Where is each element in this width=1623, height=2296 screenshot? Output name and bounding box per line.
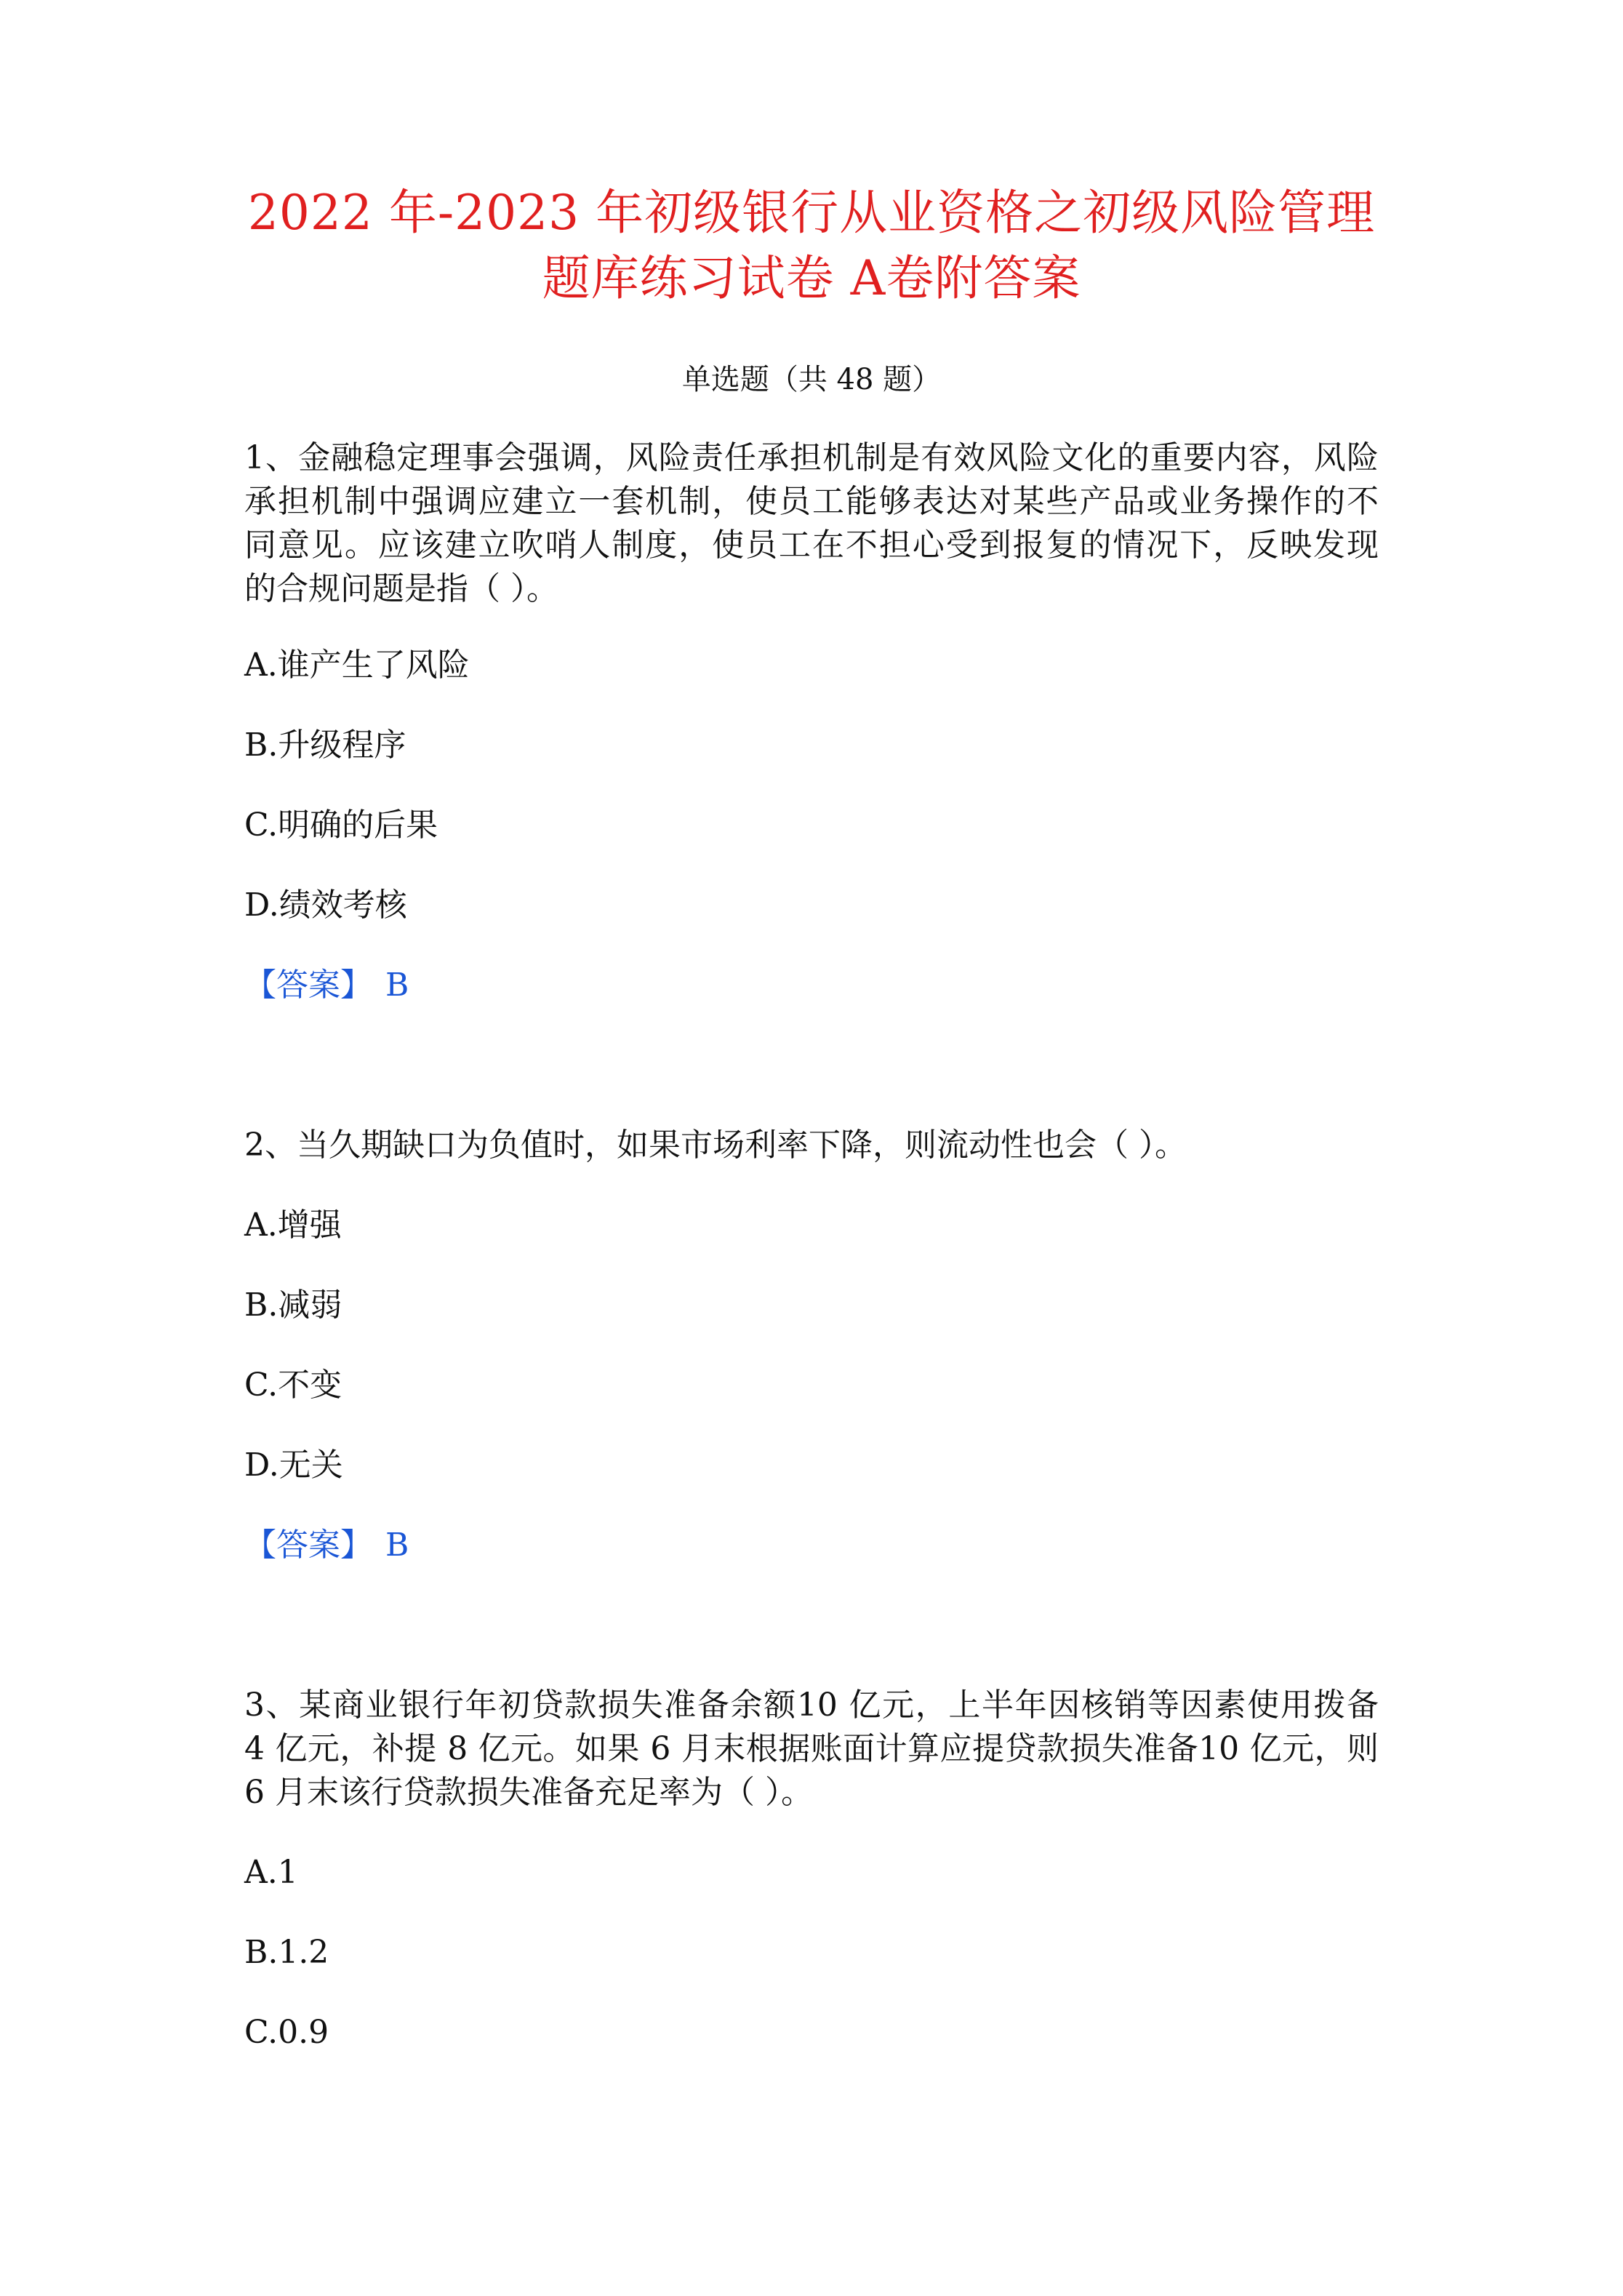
answer-label: 【答案】 [244, 1527, 372, 1564]
question-2-option-c: C.不变 [244, 1367, 342, 1404]
answer-value: B [385, 1527, 409, 1564]
question-2-option-a: A.增强 [244, 1207, 342, 1244]
document-title-line-1: 2022 年-2023 年初级银行从业资格之初级风险管理 [247, 185, 1376, 241]
question-1-option-c: C.明确的后果 [244, 807, 438, 844]
question-1-text-line-3: 同意见。应该建立吹哨人制度，使员工在不担心受到报复的情况下，反映发现 [244, 527, 1379, 564]
answer-value: B [385, 967, 409, 1004]
question-2-answer [244, 1524, 409, 1567]
question-1-option-a: A.谁产生了风险 [244, 647, 470, 684]
answer-label: 【答案】 [244, 967, 372, 1004]
document-title-line-2: 题库练习试卷 A卷附答案 [542, 250, 1081, 306]
question-2-text-line-1: 2、当久期缺口为负值时，如果市场利率下降，则流动性也会（ ）。 [244, 1127, 1187, 1164]
question-3-text-line-3: 6 月末该行贷款损失准备充足率为（ ）。 [244, 1774, 813, 1811]
question-2-option-b: B.减弱 [244, 1287, 342, 1324]
question-1-answer [244, 964, 409, 1007]
question-3-text-line-1: 3、某商业银行年初贷款损失准备余额10 亿元，上半年因核销等因素使用拨备 [244, 1687, 1379, 1724]
question-1-option-d: D.绩效考核 [244, 887, 407, 924]
question-3-text-line-2: 4 亿元，补提 8 亿元。如果 6 月末根据账面计算应提贷款损失准备10 亿元，则 [244, 1730, 1379, 1767]
section-header: 单选题（共 48 题） [681, 363, 942, 396]
question-1-option-b: B.升级程序 [244, 727, 406, 764]
question-1-text-line-1: 1、金融稳定理事会强调，风险责任承担机制是有效风险文化的重要内容，风险 [244, 439, 1379, 476]
question-2-option-d: D.无关 [244, 1447, 343, 1484]
question-3-option-a: A.1 [244, 1854, 298, 1891]
question-1-text-line-4: 的合规问题是指（ ）。 [244, 570, 558, 607]
question-3-option-b: B.1.2 [244, 1934, 329, 1971]
question-1-text-line-2: 承担机制中强调应建立一套机制，使员工能够表达对某些产品或业务操作的不 [244, 483, 1379, 520]
question-3-option-c: C.0.9 [244, 2014, 329, 2051]
